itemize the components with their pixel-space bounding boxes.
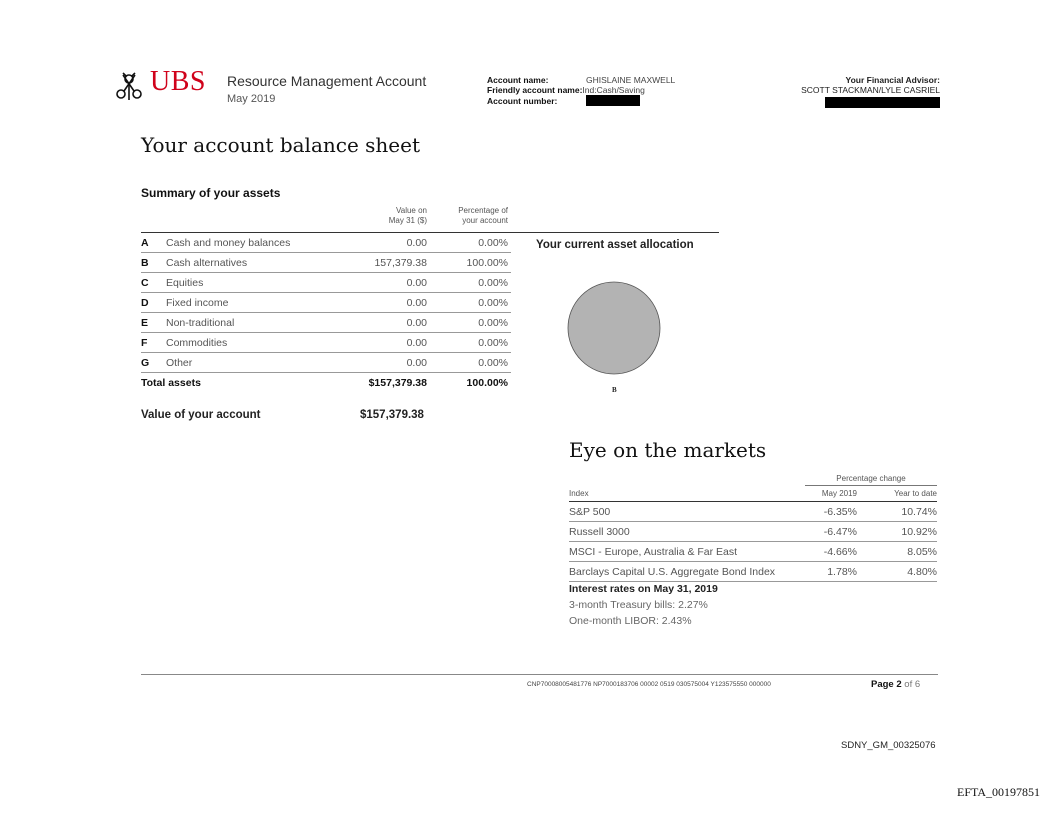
table-row bbox=[141, 233, 511, 253]
table-row bbox=[141, 313, 511, 333]
index-ytd-change: 4.80% bbox=[907, 566, 937, 578]
ubs-keys-logo-icon bbox=[113, 70, 145, 102]
table-row bbox=[569, 502, 937, 522]
markets-rows bbox=[569, 501, 937, 582]
value-column-header bbox=[389, 206, 427, 226]
document-title: Resource Management Account bbox=[227, 73, 427, 89]
account-value-label: Value of your account bbox=[141, 409, 261, 421]
row-value: 0.00 bbox=[406, 337, 427, 349]
percent-column-header bbox=[458, 206, 508, 226]
account-value: $157,379.38 bbox=[360, 409, 424, 421]
index-name: MSCI - Europe, Australia & Far East bbox=[569, 546, 738, 558]
table-row bbox=[141, 273, 511, 293]
allocation-pie-chart bbox=[566, 280, 662, 376]
index-may-change: -6.47% bbox=[823, 526, 857, 538]
total-label: Total assets bbox=[141, 377, 201, 389]
friendly-name: Ind:Cash/Saving bbox=[582, 85, 645, 95]
index-ytd-change: 10.92% bbox=[901, 526, 937, 538]
row-name: Other bbox=[166, 357, 193, 369]
index-name: S&P 500 bbox=[569, 506, 611, 518]
total-row bbox=[141, 373, 511, 392]
page-label: Page bbox=[871, 679, 894, 690]
row-percent: 0.00% bbox=[478, 297, 508, 309]
row-letter: B bbox=[141, 257, 149, 269]
percent-header-line2: your account bbox=[462, 216, 508, 225]
total-percent: 100.00% bbox=[466, 377, 508, 389]
page-of-label: of bbox=[904, 679, 913, 690]
row-name: Equities bbox=[166, 277, 204, 289]
brand-logo-text: UBS bbox=[150, 66, 206, 97]
table-row bbox=[141, 333, 511, 353]
may-column-header: May 2019 bbox=[821, 489, 857, 498]
row-value: 0.00 bbox=[406, 357, 427, 369]
row-value: 0.00 bbox=[406, 277, 427, 289]
index-column-header: Index bbox=[569, 489, 589, 498]
row-letter: F bbox=[141, 337, 148, 349]
page-total: 6 bbox=[914, 679, 921, 690]
account-number-label: Account number: bbox=[487, 96, 558, 106]
row-percent: 0.00% bbox=[478, 317, 508, 329]
pie-slice-b bbox=[568, 282, 660, 374]
index-ytd-change: 10.74% bbox=[901, 506, 937, 518]
index-may-change: 1.78% bbox=[827, 566, 857, 578]
table-divider-extension bbox=[511, 232, 719, 233]
row-percent: 100.00% bbox=[466, 257, 508, 269]
row-name: Cash and money balances bbox=[166, 237, 291, 249]
table-row bbox=[569, 542, 937, 562]
page-current: 2 bbox=[896, 679, 902, 690]
summary-title: Summary of your assets bbox=[141, 186, 281, 200]
index-name: Russell 3000 bbox=[569, 526, 630, 538]
percent-header-line1: Percentage of bbox=[458, 206, 508, 215]
row-letter: E bbox=[141, 317, 149, 329]
allocation-title: Your current asset allocation bbox=[536, 239, 694, 251]
value-header-line2: May 31 ($) bbox=[388, 216, 427, 225]
balance-sheet-title: Your account balance sheet bbox=[141, 133, 421, 157]
asset-rows bbox=[141, 232, 511, 392]
markets-column-headers bbox=[569, 489, 937, 501]
interest-rates-title: Interest rates on May 31, 2019 bbox=[569, 583, 718, 595]
account-number-redaction bbox=[586, 95, 640, 106]
row-value: 157,379.38 bbox=[374, 257, 427, 269]
row-letter: D bbox=[141, 297, 149, 309]
row-value: 0.00 bbox=[406, 317, 427, 329]
row-percent: 0.00% bbox=[478, 237, 508, 249]
markets-title: Eye on the markets bbox=[569, 438, 767, 462]
row-percent: 0.00% bbox=[478, 337, 508, 349]
footer-divider bbox=[141, 674, 938, 675]
interest-rate-line: One-month LIBOR: 2.43% bbox=[569, 615, 692, 627]
value-header-line1: Value on bbox=[396, 206, 427, 215]
row-name: Commodities bbox=[166, 337, 228, 349]
table-row bbox=[141, 293, 511, 313]
row-value: 0.00 bbox=[406, 297, 427, 309]
row-name: Cash alternatives bbox=[166, 257, 248, 269]
table-row bbox=[141, 353, 511, 373]
index-ytd-change: 8.05% bbox=[907, 546, 937, 558]
index-may-change: -4.66% bbox=[823, 546, 857, 558]
document-code: CNP70008005481776 NP7000183706 00002 0519 030575004 Y123575550 000000 bbox=[527, 681, 771, 688]
page-number bbox=[871, 679, 920, 690]
row-name: Fixed income bbox=[166, 297, 229, 309]
row-letter: A bbox=[141, 237, 149, 249]
account-info bbox=[487, 75, 675, 106]
account-name: GHISLAINE MAXWELL bbox=[586, 75, 676, 85]
bates-number: SDNY_GM_00325076 bbox=[841, 740, 936, 751]
table-row bbox=[569, 522, 937, 542]
account-name-label: Account name: bbox=[487, 75, 549, 85]
row-letter: G bbox=[141, 357, 150, 369]
row-letter: C bbox=[141, 277, 149, 289]
advisor-name: SCOTT STACKMAN/LYLE CASRIEL bbox=[801, 85, 940, 95]
statement-period: May 2019 bbox=[227, 93, 276, 105]
ytd-column-header: Year to date bbox=[894, 489, 937, 498]
index-name: Barclays Capital U.S. Aggregate Bond Index bbox=[569, 566, 776, 578]
index-may-change: -6.35% bbox=[823, 506, 857, 518]
row-name: Non-traditional bbox=[166, 317, 235, 329]
table-row bbox=[141, 253, 511, 273]
row-value: 0.00 bbox=[406, 237, 427, 249]
advisor-label: Your Financial Advisor: bbox=[845, 75, 940, 85]
row-percent: 0.00% bbox=[478, 357, 508, 369]
pie-slice-label: B bbox=[612, 386, 617, 394]
friendly-name-label: Friendly account name: bbox=[487, 85, 583, 95]
interest-rate-line: 3-month Treasury bills: 2.27% bbox=[569, 599, 708, 611]
percentage-change-header: Percentage change bbox=[805, 474, 937, 486]
table-row bbox=[569, 562, 937, 582]
advisor-redaction bbox=[825, 97, 940, 108]
efta-number: EFTA_00197851 bbox=[957, 785, 1041, 799]
advisor-info bbox=[801, 75, 940, 110]
row-percent: 0.00% bbox=[478, 277, 508, 289]
total-value: $157,379.38 bbox=[368, 377, 427, 389]
